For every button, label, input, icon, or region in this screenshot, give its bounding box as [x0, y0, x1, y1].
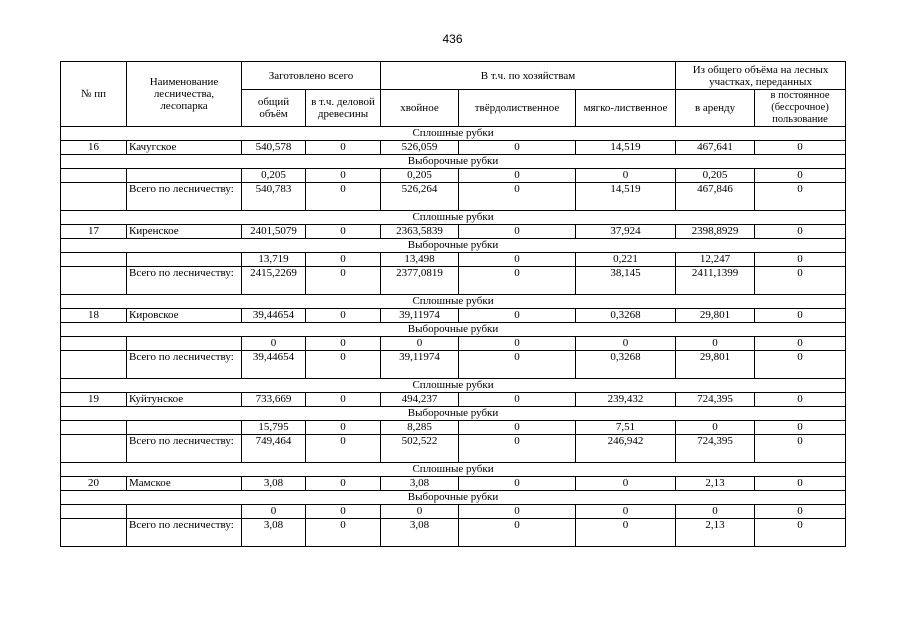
col-total-volume: общий объём [242, 90, 306, 127]
section-row-selective-cut [61, 155, 846, 169]
section-label: Сплошные рубки [61, 379, 846, 393]
value-cell: 0 [306, 141, 381, 155]
col-hardwood: твёрдолиственное [459, 90, 576, 127]
value-cell: 0 [459, 421, 576, 435]
total-row [61, 435, 846, 463]
value-cell: 0,205 [676, 169, 755, 183]
table-row [61, 253, 846, 267]
value-cell: 0 [306, 337, 381, 351]
row-number [61, 519, 127, 547]
section-row-selective-cut [61, 491, 846, 505]
forestry-name [127, 505, 242, 519]
section-label: Сплошные рубки [61, 127, 846, 141]
forestry-name: Киренское [127, 225, 242, 239]
value-cell: 0 [755, 505, 846, 519]
section-row-selective-cut [61, 323, 846, 337]
row-number [61, 435, 127, 463]
value-cell: 0 [755, 309, 846, 323]
table-row [61, 169, 846, 183]
forestry-name [127, 253, 242, 267]
value-cell: 0,3268 [576, 309, 676, 323]
value-cell: 0 [755, 351, 846, 379]
table-row [61, 421, 846, 435]
value-cell: 540,783 [242, 183, 306, 211]
total-label: Всего по лесничеству: [127, 519, 242, 547]
value-cell: 0 [459, 393, 576, 407]
table-body [61, 127, 846, 547]
value-cell: 2411,1399 [676, 267, 755, 295]
row-number: 16 [61, 141, 127, 155]
table-row [61, 309, 846, 323]
value-cell: 0 [459, 169, 576, 183]
section-row-selective-cut [61, 239, 846, 253]
total-row [61, 351, 846, 379]
value-cell: 0 [576, 169, 676, 183]
row-number [61, 267, 127, 295]
value-cell: 0 [459, 337, 576, 351]
value-cell: 0,205 [242, 169, 306, 183]
col-farms-header: В т.ч. по хозяйствам [381, 62, 676, 90]
row-number: 19 [61, 393, 127, 407]
row-number: 20 [61, 477, 127, 491]
value-cell: 0 [755, 141, 846, 155]
value-cell: 467,846 [676, 183, 755, 211]
value-cell: 526,264 [381, 183, 459, 211]
value-cell: 724,395 [676, 435, 755, 463]
row-number: 18 [61, 309, 127, 323]
col-lease: в аренду [676, 90, 755, 127]
row-number [61, 337, 127, 351]
value-cell: 12,247 [676, 253, 755, 267]
total-row [61, 519, 846, 547]
value-cell: 3,08 [381, 477, 459, 491]
value-cell: 0 [459, 351, 576, 379]
value-cell: 724,395 [676, 393, 755, 407]
section-row-clear-cut [61, 127, 846, 141]
value-cell: 0 [755, 337, 846, 351]
value-cell: 0 [755, 253, 846, 267]
value-cell: 39,44654 [242, 309, 306, 323]
value-cell: 0 [755, 435, 846, 463]
row-number [61, 253, 127, 267]
value-cell: 0 [306, 309, 381, 323]
value-cell: 0 [242, 337, 306, 351]
total-label: Всего по лесничеству: [127, 183, 242, 211]
value-cell: 2377,0819 [381, 267, 459, 295]
section-label: Выборочные рубки [61, 155, 846, 169]
value-cell: 0,221 [576, 253, 676, 267]
value-cell: 0 [459, 141, 576, 155]
row-number [61, 183, 127, 211]
value-cell: 0 [459, 505, 576, 519]
value-cell: 467,641 [676, 141, 755, 155]
value-cell: 14,519 [576, 141, 676, 155]
row-number [61, 169, 127, 183]
value-cell: 0 [576, 477, 676, 491]
table-row [61, 477, 846, 491]
value-cell: 0 [576, 505, 676, 519]
value-cell: 2,13 [676, 477, 755, 491]
value-cell: 13,719 [242, 253, 306, 267]
value-cell: 0 [306, 169, 381, 183]
value-cell: 3,08 [242, 519, 306, 547]
table-row [61, 337, 846, 351]
value-cell: 502,522 [381, 435, 459, 463]
value-cell: 15,795 [242, 421, 306, 435]
value-cell: 0 [755, 393, 846, 407]
value-cell: 0 [306, 225, 381, 239]
total-label: Всего по лесничеству: [127, 267, 242, 295]
value-cell: 0 [459, 225, 576, 239]
value-cell: 2363,5839 [381, 225, 459, 239]
section-row-selective-cut [61, 407, 846, 421]
value-cell: 0 [306, 505, 381, 519]
section-row-clear-cut [61, 211, 846, 225]
value-cell: 2401,5079 [242, 225, 306, 239]
table-row [61, 141, 846, 155]
table-header [61, 62, 846, 127]
value-cell: 0 [242, 505, 306, 519]
value-cell: 0 [755, 477, 846, 491]
value-cell: 39,44654 [242, 351, 306, 379]
value-cell: 0 [306, 253, 381, 267]
value-cell: 13,498 [381, 253, 459, 267]
section-label: Выборочные рубки [61, 323, 846, 337]
forestry-name [127, 337, 242, 351]
section-label: Выборочные рубки [61, 239, 846, 253]
value-cell: 2398,8929 [676, 225, 755, 239]
value-cell: 494,237 [381, 393, 459, 407]
value-cell: 0 [755, 421, 846, 435]
value-cell: 0 [755, 225, 846, 239]
value-cell: 0 [459, 519, 576, 547]
value-cell: 7,51 [576, 421, 676, 435]
col-coniferous: хвойное [381, 90, 459, 127]
value-cell: 0 [676, 337, 755, 351]
col-softwood: мягко-лиственное [576, 90, 676, 127]
table-row [61, 505, 846, 519]
value-cell: 29,801 [676, 309, 755, 323]
row-number: 17 [61, 225, 127, 239]
value-cell: 0 [755, 183, 846, 211]
value-cell: 0,3268 [576, 351, 676, 379]
value-cell: 8,285 [381, 421, 459, 435]
value-cell: 0 [459, 477, 576, 491]
value-cell: 29,801 [676, 351, 755, 379]
col-name-header: Наименование лесничества, лесопарка [127, 62, 242, 127]
value-cell: 0 [306, 183, 381, 211]
section-label: Выборочные рубки [61, 407, 846, 421]
value-cell: 733,669 [242, 393, 306, 407]
total-row [61, 267, 846, 295]
value-cell: 39,11974 [381, 309, 459, 323]
value-cell: 0 [459, 309, 576, 323]
section-label: Сплошные рубки [61, 211, 846, 225]
section-row-clear-cut [61, 295, 846, 309]
section-row-clear-cut [61, 379, 846, 393]
value-cell: 239,432 [576, 393, 676, 407]
value-cell: 0 [676, 421, 755, 435]
value-cell: 3,08 [381, 519, 459, 547]
value-cell: 0 [381, 505, 459, 519]
row-number [61, 421, 127, 435]
value-cell: 37,924 [576, 225, 676, 239]
value-cell: 0 [755, 169, 846, 183]
value-cell: 38,145 [576, 267, 676, 295]
col-transferred-header: Из общего объёма на лесных участках, переданных [676, 62, 846, 90]
value-cell: 14,519 [576, 183, 676, 211]
value-cell: 0 [755, 267, 846, 295]
value-cell: 0 [381, 337, 459, 351]
section-label: Выборочные рубки [61, 491, 846, 505]
col-num-header: № пп [61, 62, 127, 127]
value-cell: 0 [576, 337, 676, 351]
value-cell: 39,11974 [381, 351, 459, 379]
value-cell: 0 [459, 435, 576, 463]
forestry-name [127, 421, 242, 435]
value-cell: 246,942 [576, 435, 676, 463]
harvest-table [60, 61, 846, 547]
value-cell: 0 [306, 351, 381, 379]
forestry-name: Мамское [127, 477, 242, 491]
row-number [61, 505, 127, 519]
col-harvested-header: Заготовлено всего [242, 62, 381, 90]
value-cell: 0 [459, 253, 576, 267]
section-label: Сплошные рубки [61, 295, 846, 309]
value-cell: 526,059 [381, 141, 459, 155]
section-row-clear-cut [61, 463, 846, 477]
total-row [61, 183, 846, 211]
value-cell: 749,464 [242, 435, 306, 463]
col-business-wood: в т.ч. деловой древесины [306, 90, 381, 127]
value-cell: 0 [306, 477, 381, 491]
value-cell: 2,13 [676, 519, 755, 547]
value-cell: 0 [755, 519, 846, 547]
forestry-name: Кировское [127, 309, 242, 323]
value-cell: 0,205 [381, 169, 459, 183]
value-cell: 0 [306, 267, 381, 295]
total-label: Всего по лесничеству: [127, 435, 242, 463]
page-number: 436 [442, 32, 463, 46]
value-cell: 3,08 [242, 477, 306, 491]
value-cell: 0 [459, 183, 576, 211]
value-cell: 0 [306, 519, 381, 547]
value-cell: 0 [306, 435, 381, 463]
table-row [61, 225, 846, 239]
value-cell: 0 [576, 519, 676, 547]
forestry-name: Качугское [127, 141, 242, 155]
value-cell: 540,578 [242, 141, 306, 155]
value-cell: 0 [306, 421, 381, 435]
col-permanent: в постоянное (бессрочное) пользование [755, 90, 846, 127]
value-cell: 0 [676, 505, 755, 519]
forestry-name [127, 169, 242, 183]
table-row [61, 393, 846, 407]
total-label: Всего по лесничеству: [127, 351, 242, 379]
value-cell: 0 [459, 267, 576, 295]
row-number [61, 351, 127, 379]
section-label: Сплошные рубки [61, 463, 846, 477]
value-cell: 2415,2269 [242, 267, 306, 295]
forestry-name: Куйтунское [127, 393, 242, 407]
value-cell: 0 [306, 393, 381, 407]
